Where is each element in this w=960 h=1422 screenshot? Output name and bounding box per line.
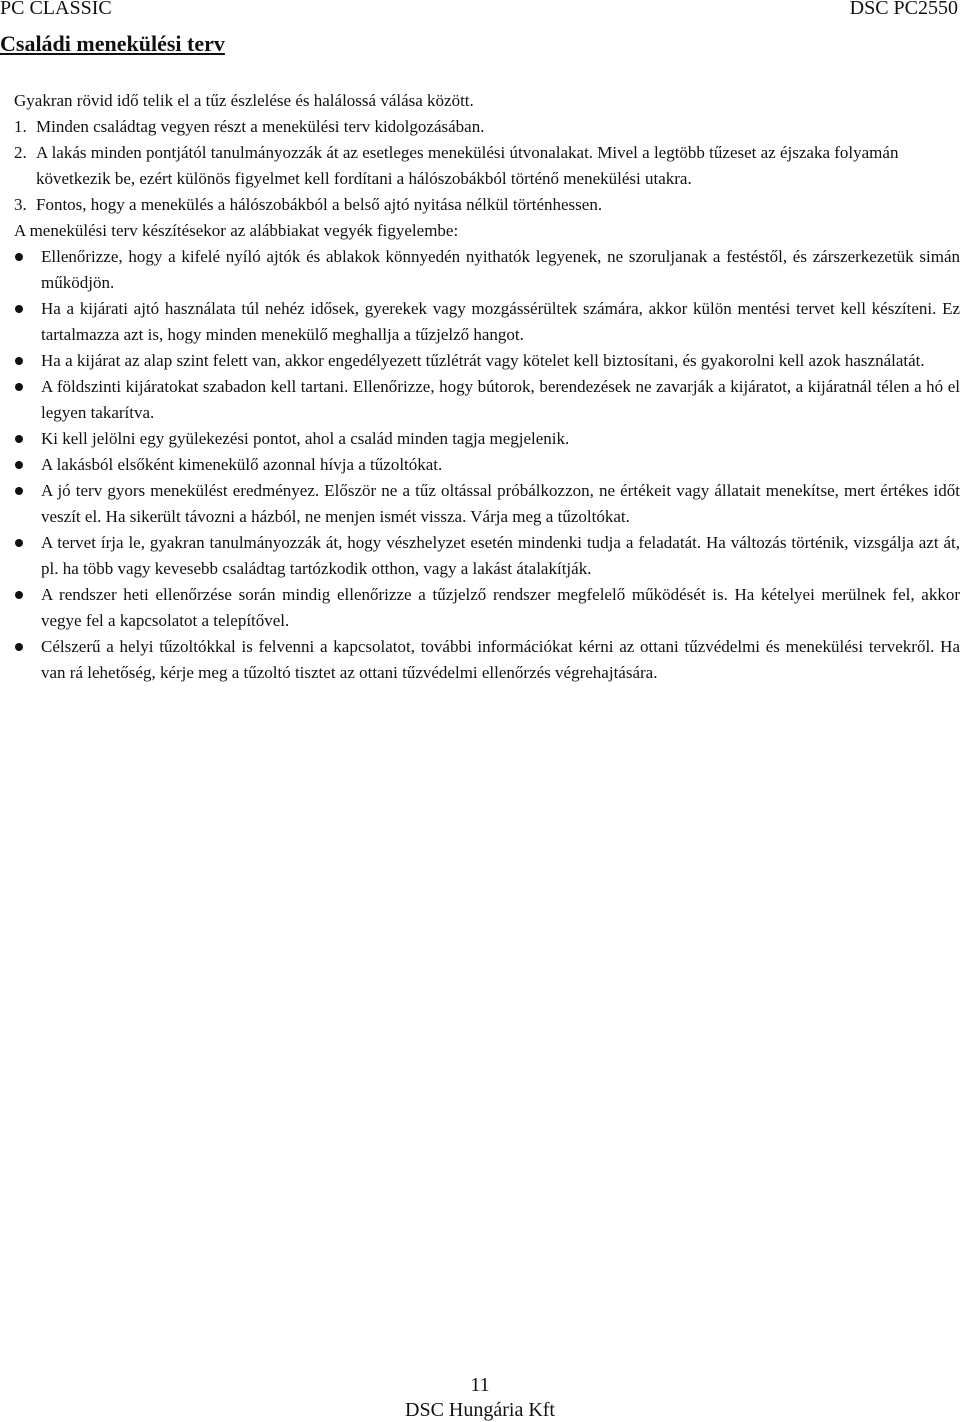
item-text: Minden családtag vegyen részt a menekülési terv kidolgozásában. [36,117,485,136]
list-item-text: Ha a kijárat az alap szint felett van, akkor engedélyezett tűzlétrát vagy kötelet kell biztosítani, és gyakorolni kell azok használatát. [41,351,925,370]
document-body [14,88,960,686]
lead-paragraph: A menekülési terv készítésekor az alábbiakat vegyék figyelembe: [14,221,459,240]
header-model-code: DSC PC2550 [849,0,958,19]
list-item-text: Ha a kijárati ajtó használata túl nehéz idősek, gyerekek vagy mozgássérültek számára, akkor külön mentési tervet kell készíteni. Ez tartalmazza azt is, hogy minden menekülő meghallja a tűzjelző hangot. [41,299,960,344]
item-text: A lakás minden pontjától tanulmányozzák át az esetleges menekülési útvonalakat. Mivel a legtöbb tűzeset az éjszaka folyamán következik be, ezért különös figyelmet kell fordítani a hálószobákból történő menekülési utakra. [36,143,899,188]
item-text: Fontos, hogy a menekülés a hálószobákból a belső ajtó nyitása nélkül történhessen. [36,195,603,214]
list-item-text: A lakásból elsőként kimenekülő azonnal hívja a tűzoltókat. [41,455,443,474]
footer-company: DSC Hungária Kft [405,1399,555,1421]
page-title: Családi menekülési terv [0,31,225,56]
list-item [14,478,960,530]
list-item [14,348,960,374]
numbered-item [14,192,960,218]
item-number: 1. [14,117,27,136]
numbered-item [14,114,960,140]
list-item-text: Ki kell jelölni egy gyülekezési pontot, ahol a család minden tagja megjelenik. [41,429,570,448]
list-item-text: A tervet írja le, gyakran tanulmányozzák át, hogy vészhelyzet esetén mindenki tudja a feladatát. Ha változás történik, vizsgálja azt át, pl. ha több vagy kevesebb családtag tartózkodik otthon, vagy a lakást átalakítják. [41,533,960,578]
page-number: 11 [470,1374,490,1396]
list-item-text: Célszerű a helyi tűzoltókkal is felvenni a kapcsolatot, további információkat kérni az ottani tűzvédelmi és menekülési tervekről. Ha van rá lehetőség, kérje meg a tűzoltó tisztet az ottani tűzvédelmi ellenőrzés végrehajtására. [41,637,960,682]
list-item [14,530,960,582]
list-item [14,634,960,686]
list-item-text: A földszinti kijáratokat szabadon kell tartani. Ellenőrizze, hogy bútorok, berendezések ne zavarják a kijáratot, a kijáratnál télen a hó el legyen takarítva. [41,377,960,422]
header-product-name: PC CLASSIC [0,0,112,19]
list-item [14,244,960,296]
list-item [14,296,960,348]
intro-paragraph: Gyakran rövid idő telik el a tűz észlelése és halálossá válása között. [14,91,474,110]
item-number: 2. [14,143,27,162]
list-item-text: A rendszer heti ellenőrzése során mindig ellenőrizze a tűzjelző rendszer megfelelő működését is. Ha kételyei merülnek fel, akkor vegye fel a kapcsolatot a telepítővel. [41,585,960,630]
list-item-text: Ellenőrizze, hogy a kifelé nyíló ajtók és ablakok könnyedén nyithatók legyenek, ne szoruljanak a festéstől, és zárszerkezetük simán működjön. [41,247,960,292]
list-item [14,374,960,426]
bullet-list [14,244,960,686]
item-number: 3. [14,195,27,214]
list-item [14,426,960,452]
list-item [14,452,960,478]
list-item-text: A jó terv gyors menekülést eredményez. Először ne a tűz oltással próbálkozzon, ne értékeit vagy állatait menekítse, mert értékes időt veszít el. Ha sikerült távozni a házból, ne menjen ismét vissza. Várja meg a tűzoltókat. [41,481,960,526]
list-item [14,582,960,634]
numbered-item [14,140,960,192]
